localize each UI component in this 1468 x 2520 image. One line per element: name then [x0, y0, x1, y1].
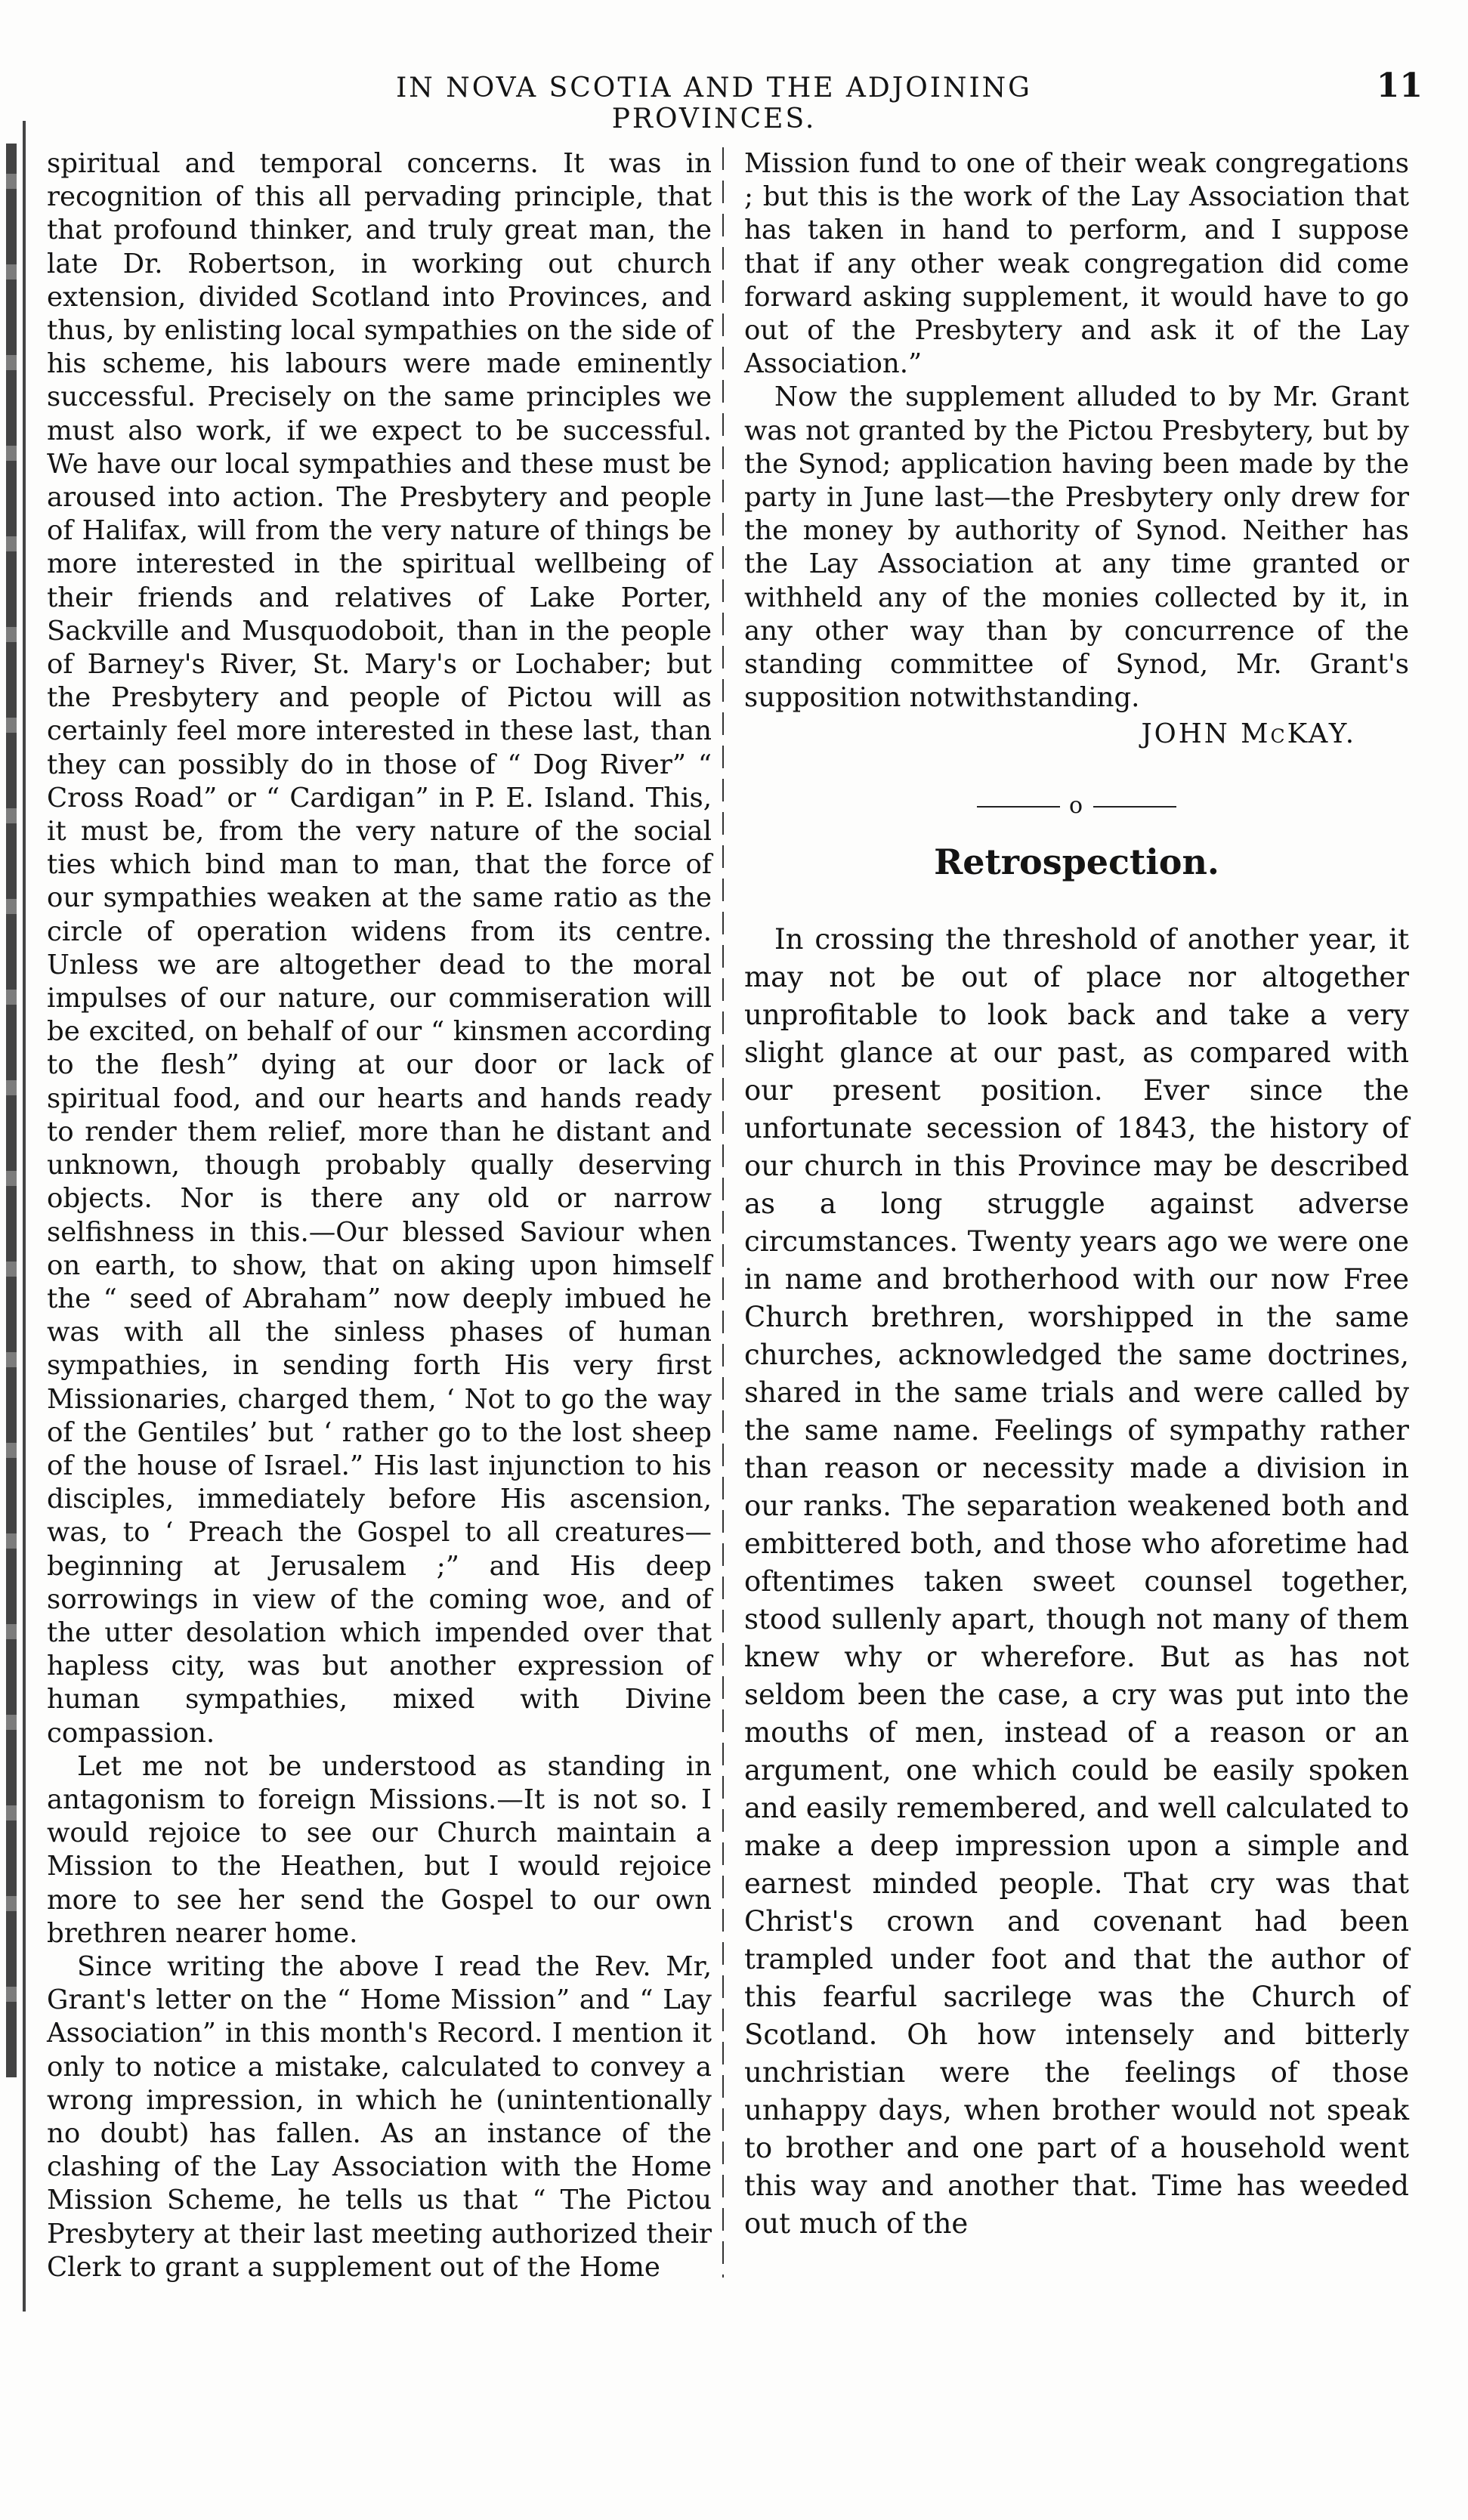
column-rule: [722, 147, 724, 2278]
right-paragraph-1: Mission fund to one of their weak congregations ; but this is the work of the Lay Association that has taken in hand to perform, and I suppose that if any other weak congregation did come forward asking supplement, it would have to go out of the Presbytery and ask it of the Lay Association.”: [744, 148, 1409, 380]
author-signature: JOHN McKAY.: [1141, 718, 1356, 750]
binding-edge: [6, 144, 17, 2077]
right-column: [744, 147, 1409, 2243]
left-paragraph-2: Let me not be understood as standing in antagonism to foreign Missions.—It is not so. I would rejoice to see our Church maintain a Mission to the Heathen, but I would rejoice more to see her send the Gospel to our own brethren nearer home.: [47, 1750, 712, 1949]
left-paragraph-1: spiritual and temporal concerns. It was in recognition of this all pervading principle, that that profound thinker, and truly great man, the late Dr. Robertson, in working out church extension, divided Scotland into Provinces, and thus, by enlisting local sympathies on the side of his scheme, his labours were made eminently successful. Precisely on the same principles we must also work, if we expect to be successful. We have our local sympathies and these must be aroused into action. The Presbytery and people of Halifax, will from the very nature of things be more interested in the spiritual wellbeing of their friends and relatives of Lake Porter, Sackville and Musquodoboit, than in the people of Barney's River, St. Mary's or Lochaber; but the Presbytery and people of Pictou will as certainly feel more interested in these last, than they can possibly do in those of “ Dog River” “ Cross Road” or “ Cardigan” in P. E. Island. This, it must be, from the very nature of the social ties which bind man to man, that the force of our sympathies weaken at the same ratio as the circle of operation widens from its centre. Unless we are altogether dead to the moral impulses of our nature, our commiseration will be excited, on behalf of our “ kinsmen according to the flesh” dying at our door or lack of spiritual food, and our hearts and hands ready to render them relief, more than he distant and unknown, though probably qually deserving objects. Nor is there any old or narrow selfishness in this.—Our blessed Saviour when on earth, to show, that on aking upon himself the “ seed of Abraham” now deeply imbued he was with all the sinless phases of human sympathies, in sending forth His very first Missionaries, charged them, ‘ Not to go the way of the Gentiles’ but ‘ rather go to the lost sheep of the house of Israel.” His last injunction to his disciples, immediately before His ascension, was, to ‘ Preach the Gospel to all creatures—beginning at Jerusalem ;” and His deep sorrowings in view of the coming woe, and of the utter desolation which impended over that hapless city, was but another expression of human sympathies, mixed with Divine compassion.: [47, 148, 712, 1749]
left-paragraph-3: Since writing the above I read the Rev. Mr, Grant's letter on the “ Home Mission” and “ Lay Association” in this month's Record. I mention it only to notice a mistake, calculated to convey a wrong impression, in which he (unintentionally no doubt) has fallen. As an instance of the clashing of the Lay Association with the Home Mission Scheme, he tells us that “ The Pictou Presbytery at their last meeting authorized their Clerk to grant a supplement out of the Home: [47, 1950, 712, 2283]
divider-ornament: o: [1068, 792, 1085, 819]
right-paragraph-2: Now the supplement alluded to by Mr. Grant was not granted by the Pictou Presbytery, but by the Synod; application having been made by the party in June last—the Presbytery only drew for the money by authority of Synod. Neither has the Lay Association at any time granted or withheld any of the monies collected by it, in any other way than by concurrence of the standing committee of Synod, Mr. Grant's supposition notwithstanding.: [744, 381, 1409, 714]
right-paragraph-3: In crossing the threshold of another year, it may not be out of place nor altogether unprofitable to look back and take a very slight glance at our past, as compared with our present position. Ever since the unfortunate secession of 1843, the history of our church in this Province may be described as a long struggle against adverse circumstances. Twenty years ago we were one in name and brotherhood with our now Free Church brethren, worshipped in the same churches, acknowledged the same doctrines, shared in the same trials and were called by the same name. Feelings of sympathy rather than reason or necessity made a division in our ranks. The separation weakened both and embittered both, and those who aforetime had oftentimes taken sweet counsel together, stood sullenly apart, though not many of them knew why or wherefore. But as has not seldom been the case, a cry was put into the mouths of men, instead of a reason or an argument, one which could be easily spoken and easily remembered, and well calculated to make a deep impression upon a simple and earnest minded people. That cry was that Christ's crown and covenant had been trampled under foot and that the author of this fearful sacrilege was the Church of Scotland. Oh how intensely and bitterly unchristian were the feelings of those unhappy days, when brother would not speak to brother and one part of a household went this way and another that. Time has weeded out much of the: [744, 923, 1409, 2241]
divider-line-right: [1093, 806, 1176, 808]
divider-line-left: [977, 806, 1060, 808]
left-column: [47, 147, 712, 2284]
running-head: IN NOVA SCOTIA AND THE ADJOINING PROVINCES.: [396, 73, 1032, 134]
binding-margin-line: [23, 121, 26, 2312]
page-number: 11: [1376, 66, 1423, 105]
section-divider: [744, 789, 1409, 823]
section-title: Retrospection.: [934, 841, 1219, 882]
